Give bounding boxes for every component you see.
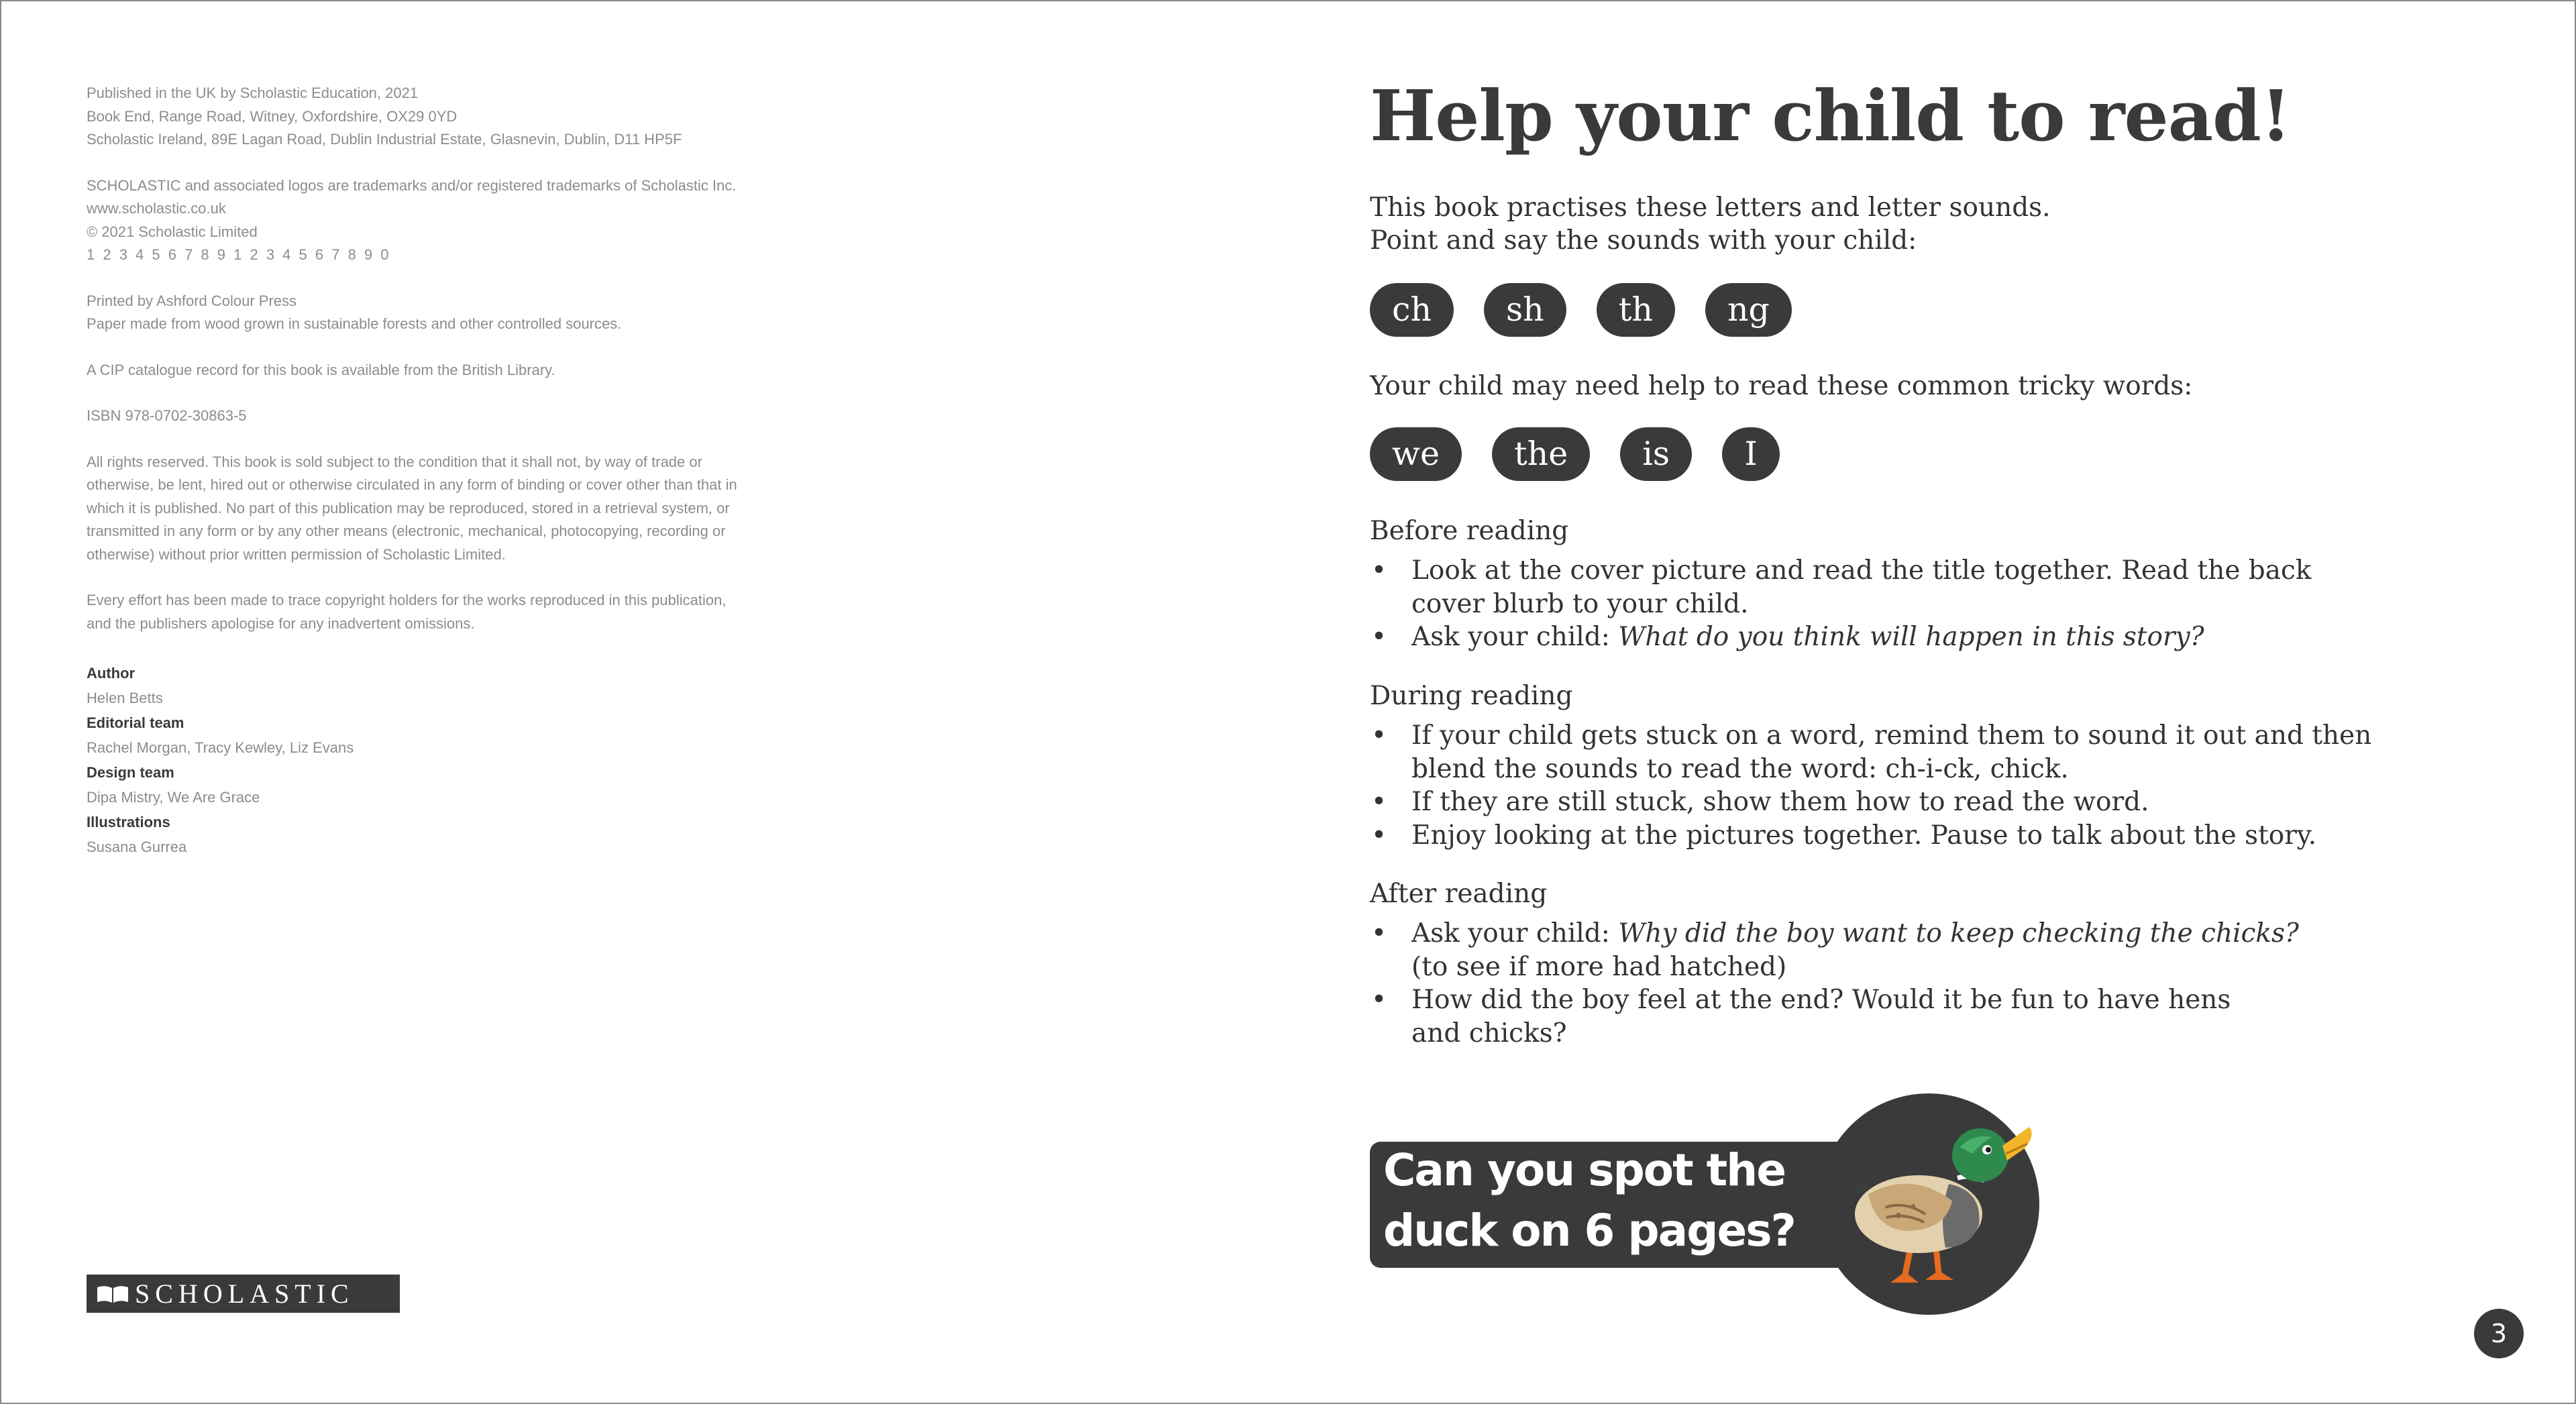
imprint-line: Every effort has been made to trace copyright holders for the works reproduced in this publication, bbox=[87, 592, 727, 608]
imprint-line: www.scholastic.co.uk bbox=[87, 200, 226, 217]
isbn-block bbox=[87, 404, 858, 428]
credit-heading: Illustrations bbox=[87, 814, 170, 830]
imprint-line: © 2021 Scholastic Limited bbox=[87, 223, 258, 240]
imprint-line: otherwise) without prior written permission of Scholastic Limited. bbox=[87, 545, 506, 563]
list-item-text: Ask your child: bbox=[1411, 622, 1619, 652]
after-reading-list bbox=[1370, 917, 2299, 1050]
list-item-line: and chicks? bbox=[1411, 1018, 1567, 1048]
effort-block bbox=[87, 589, 858, 635]
open-book-icon bbox=[96, 1285, 129, 1303]
sound-pill: th bbox=[1597, 283, 1675, 337]
imprint-line: Scholastic Ireland, 89E Lagan Road, Dublin Industrial Estate, Glasnevin, Dublin, D11 HP5F bbox=[87, 131, 682, 148]
during-reading-list bbox=[1370, 719, 2371, 852]
imprint-line: Book End, Range Road, Witney, Oxfordshire, OX29 0YD bbox=[87, 107, 458, 125]
print-run-digits: 1 2 3 4 5 6 7 8 9 1 2 3 4 5 6 7 8 9 0 bbox=[87, 246, 391, 263]
credit-heading: Design team bbox=[87, 764, 174, 781]
imprint-line: which it is published. No part of this publication may be reproduced, stored in a retrieval system, or bbox=[87, 499, 730, 517]
duck-illustration-icon bbox=[1811, 1107, 2039, 1295]
list-item-line: blend the sounds to read the word: ch-i-ck, chick. bbox=[1411, 753, 2069, 784]
question-text: What do you think will happen in this story? bbox=[1618, 622, 2204, 652]
list-item-line: • How did the boy feel at the end? Would it be fun to have hens bbox=[1411, 985, 2231, 1015]
after-reading-heading: After reading bbox=[1370, 879, 1548, 909]
list-item-line: • Look at the cover picture and read the title together. Read the back bbox=[1411, 555, 2312, 586]
sound-pill: ch bbox=[1370, 283, 1454, 337]
tricky-word-pill: we bbox=[1370, 427, 1462, 481]
credit-heading: Editorial team bbox=[87, 714, 184, 731]
during-reading-heading: During reading bbox=[1370, 681, 1573, 711]
tricky-word-pill: I bbox=[1722, 427, 1780, 481]
list-item: • Enjoy looking at the pictures together. Pause to talk about the story. bbox=[1370, 819, 2371, 853]
scholastic-logo bbox=[87, 1275, 400, 1313]
imprint-line: A CIP catalogue record for this book is available from the British Library. bbox=[87, 361, 555, 378]
intro-line: This book practises these letters and letter sounds. bbox=[1370, 193, 2051, 223]
banner-line: Can you spot the bbox=[1383, 1144, 1785, 1196]
logo-wordmark: SCHOLASTIC bbox=[135, 1279, 354, 1309]
sound-pill: ng bbox=[1705, 283, 1792, 337]
imprint-line: transmitted in any form or by any other means (electronic, mechanical, photocopying, recording or bbox=[87, 523, 726, 539]
tricky-word-pill: is bbox=[1620, 427, 1692, 481]
list-item bbox=[1370, 719, 2371, 786]
credit-heading: Author bbox=[87, 665, 136, 682]
cip-block bbox=[87, 359, 858, 382]
trademark-block bbox=[87, 174, 858, 267]
list-item bbox=[1370, 620, 2311, 654]
letter-sounds bbox=[1370, 283, 1792, 337]
before-reading-heading: Before reading bbox=[1370, 516, 1569, 546]
list-item-line: • If your child gets stuck on a word, remind them to sound it out and then bbox=[1411, 720, 2372, 751]
page-title: Help your child to read! bbox=[1370, 74, 2291, 157]
before-reading-list bbox=[1370, 554, 2311, 654]
imprint-line: Printed by Ashford Colour Press bbox=[87, 292, 297, 309]
list-item-line bbox=[1411, 917, 2299, 951]
list-item-text: Ask your child: bbox=[1411, 918, 1619, 949]
intro-line: Point and say the sounds with your child: bbox=[1370, 225, 1917, 256]
tricky-word-pill: the bbox=[1492, 427, 1590, 481]
imprint-line: and the publishers apologise for any inadvertent omissions. bbox=[87, 614, 475, 632]
imprint-line: Published in the UK by Scholastic Education, 2021 bbox=[87, 85, 419, 101]
printing-block bbox=[87, 290, 858, 336]
sound-pill: sh bbox=[1484, 283, 1566, 337]
banner-line: duck on 6 pages? bbox=[1383, 1205, 1795, 1256]
imprint-line: All rights reserved. This book is sold subject to the condition that it shall not, by way of trade or bbox=[87, 453, 702, 470]
list-item-line: cover blurb to your child. bbox=[1411, 588, 1749, 619]
list-item bbox=[1370, 554, 2311, 620]
tricky-words bbox=[1370, 427, 1780, 481]
imprint-line: otherwise, be lent, hired out or otherwise circulated in any form of binding or cover other than that in bbox=[87, 476, 737, 493]
list-item-line: (to see if more had hatched) bbox=[1411, 951, 1787, 982]
question-text: Why did the boy want to keep checking the chicks? bbox=[1618, 918, 2299, 949]
credit-value: Helen Betts bbox=[87, 690, 163, 706]
rights-block bbox=[87, 451, 858, 567]
list-item bbox=[1370, 983, 2299, 1050]
imprint-line: SCHOLASTIC and associated logos are trademarks and/or registered trademarks of Scholastic Inc. bbox=[87, 176, 737, 194]
isbn: ISBN 978-0702-30863-5 bbox=[87, 407, 247, 424]
publisher-block bbox=[87, 82, 858, 152]
credits bbox=[87, 661, 690, 859]
intro-text bbox=[1370, 191, 2051, 257]
credit-value: Susana Gurrea bbox=[87, 839, 187, 855]
credit-value: Rachel Morgan, Tracy Kewley, Liz Evans bbox=[87, 739, 354, 756]
spot-the-duck-text bbox=[1383, 1140, 1813, 1261]
imprint-line: Paper made from wood grown in sustainable forests and other controlled sources. bbox=[87, 315, 622, 332]
list-item bbox=[1370, 917, 2299, 983]
list-item: • If they are still stuck, show them how to read the word. bbox=[1370, 786, 2371, 819]
page-number: 3 bbox=[2474, 1309, 2524, 1358]
tricky-intro: Your child may need help to read these common tricky words: bbox=[1370, 371, 2193, 401]
imprint bbox=[87, 82, 858, 658]
credit-value: Dipa Mistry, We Are Grace bbox=[87, 789, 260, 806]
